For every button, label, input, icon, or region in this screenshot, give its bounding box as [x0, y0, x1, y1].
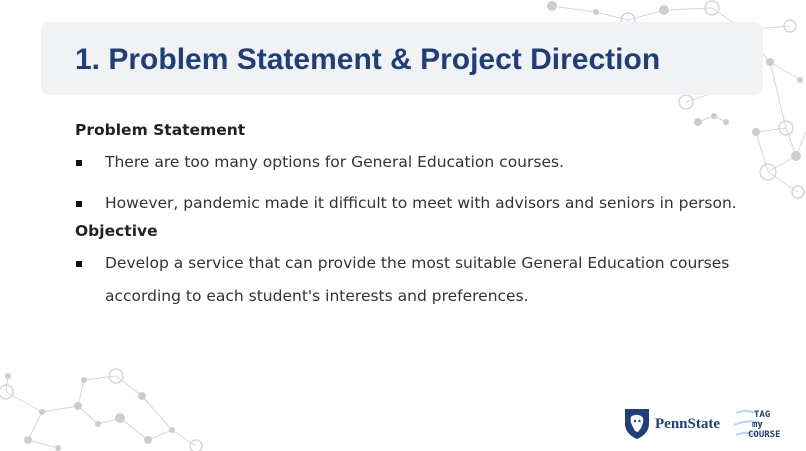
pennstate-wordmark: PennState	[655, 415, 720, 432]
slide-content	[75, 120, 755, 313]
list-item	[75, 146, 755, 179]
list-item-text: Develop a service that can provide the most suitable General Education courses according to each student's interests and preferences.	[105, 254, 730, 305]
footer-logos	[624, 407, 794, 441]
svg-text:TAG: TAG	[754, 410, 771, 420]
square-bullet-icon	[76, 201, 82, 207]
section-heading: Problem Statement	[75, 121, 246, 139]
nittany-lion-shield-icon	[624, 408, 650, 440]
section-objective	[75, 221, 755, 313]
list-item	[75, 247, 735, 313]
bullet-list	[75, 247, 755, 313]
list-item-text: However, pandemic made it difficult to meet with advisors and seniors in person.	[105, 194, 737, 212]
square-bullet-icon	[76, 160, 82, 166]
square-bullet-icon	[76, 261, 82, 267]
bullet-list	[75, 146, 755, 220]
pennstate-logo	[624, 408, 720, 440]
svg-text:COURSE: COURSE	[748, 430, 781, 440]
list-item	[75, 187, 755, 220]
title-bar	[41, 22, 763, 95]
svg-text:my: my	[752, 420, 763, 430]
list-item-text: There are too many options for General Education courses.	[105, 153, 564, 171]
slide-title: 1. Problem Statement & Project Direction	[75, 43, 661, 76]
tag-my-course-logo	[732, 407, 794, 441]
section-heading: Objective	[75, 222, 158, 240]
section-problem-statement	[75, 120, 755, 220]
